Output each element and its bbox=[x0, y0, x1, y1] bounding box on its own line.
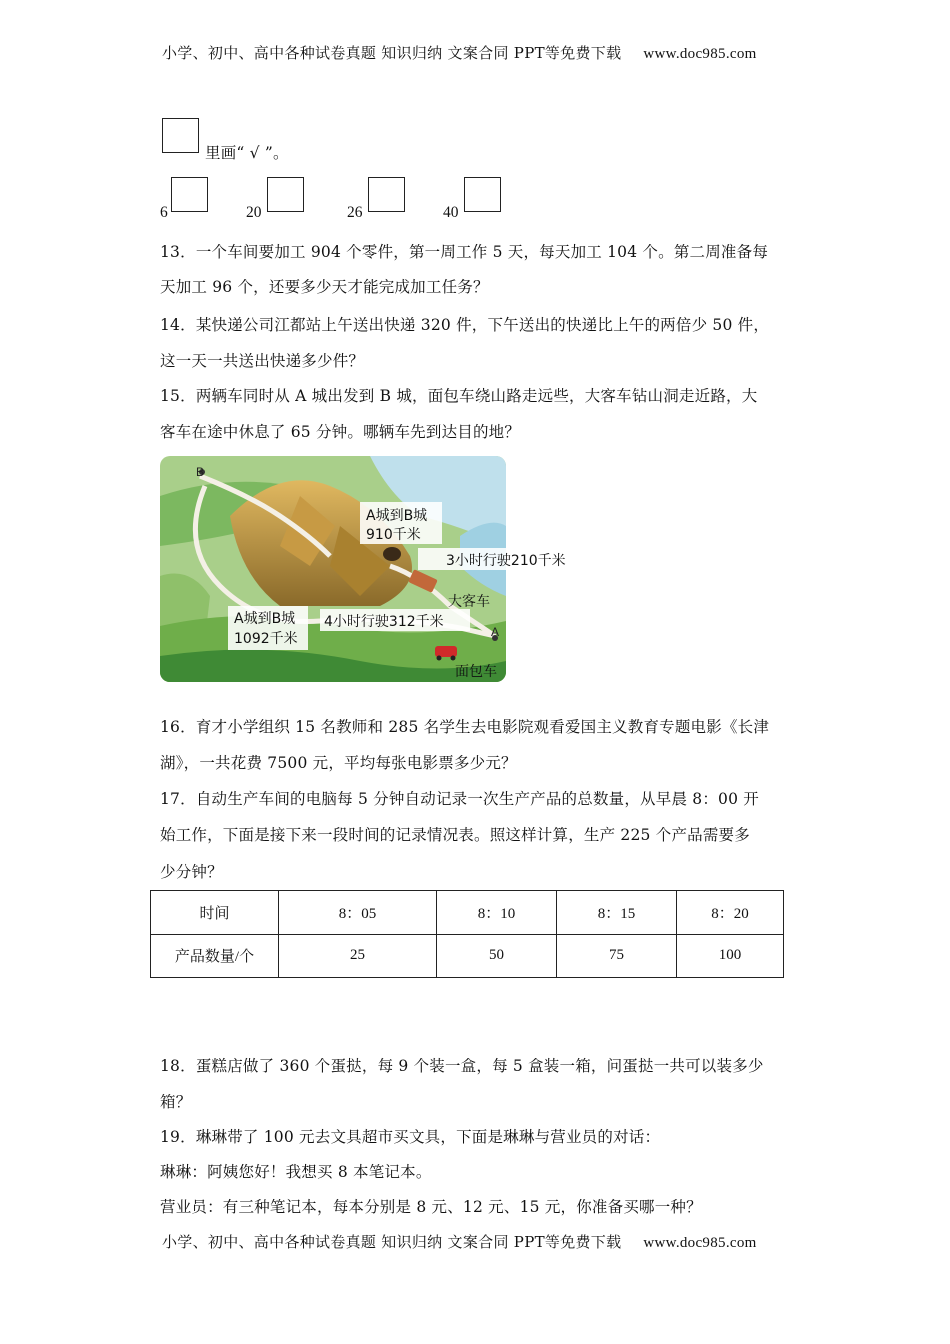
q18-line-2: 箱？ bbox=[160, 1093, 192, 1111]
choice-label-3: 26 bbox=[347, 204, 363, 221]
table-header-cell: 8：15 bbox=[557, 891, 677, 935]
table-row bbox=[151, 934, 784, 978]
q19-line-1: 19．琳琳带了 100 元去文具超市买文具，下面是琳琳与营业员的对话： bbox=[160, 1128, 661, 1146]
van-speed-label: 4小时行驶312千米 bbox=[324, 614, 444, 630]
choice-box-1[interactable] bbox=[171, 177, 208, 212]
q14-line-1: 14．某快递公司江都站上午送出快递 320 件，下午送出的快递比上午的两倍少 50 件， bbox=[160, 316, 770, 334]
table-header-cell: 8：05 bbox=[279, 891, 437, 935]
footer-text: 小学、初中、高中各种试卷真题 知识归纳 文案合同 PPT等免费下载 bbox=[162, 1233, 622, 1251]
choice-label-4: 40 bbox=[443, 204, 459, 221]
table-cell: 产品数量/个 bbox=[151, 934, 279, 978]
q13-line-1: 13．一个车间要加工 904 个零件，第一周工作 5 天，每天加工 104 个。第二周准备每 bbox=[160, 243, 769, 261]
q17-line-3: 少分钟？ bbox=[160, 863, 223, 881]
map-label-a: A bbox=[491, 625, 500, 639]
choice-box-4[interactable] bbox=[464, 177, 501, 212]
route-map-illustration bbox=[160, 456, 566, 682]
q16-line-1: 16．育才小学组织 15 名教师和 285 名学生去电影院观看爱国主义教育专题电影《长津 bbox=[160, 718, 770, 736]
q16-line-2: 湖》，一共花费 7500 元，平均每张电影票多少元？ bbox=[160, 754, 517, 772]
table-header-cell: 8：10 bbox=[437, 891, 557, 935]
bus-distance-line-2: 910千米 bbox=[366, 527, 421, 543]
bus-distance-line-1: A城到B城 bbox=[366, 508, 428, 524]
choice-label-2: 20 bbox=[246, 204, 262, 221]
q17-line-1: 17．自动生产车间的电脑每 5 分钟自动记录一次生产产品的总数量，从早晨 8：00 开 bbox=[160, 790, 759, 808]
production-record-table bbox=[150, 890, 784, 978]
q15-line-2: 客车在途中休息了 65 分钟。哪辆车先到达目的地？ bbox=[160, 423, 521, 441]
bus-speed-label: 3小时行驶210千米 bbox=[446, 553, 566, 569]
van-distance-line-1: A城到B城 bbox=[234, 611, 296, 627]
page-header bbox=[162, 42, 757, 63]
q17-line-2: 始工作，下面是接下来一段时间的记录情况表。照这样计算，生产 225 个产品需要多 bbox=[160, 826, 750, 844]
table-cell: 100 bbox=[677, 934, 784, 978]
q19-line-3: 营业员：有三种笔记本，每本分别是 8 元、12 元、15 元，你准备买哪一种？ bbox=[160, 1198, 702, 1216]
table-cell: 25 bbox=[279, 934, 437, 978]
instruction-text: 里画“ √ ”。 bbox=[205, 144, 289, 162]
page-footer bbox=[162, 1231, 757, 1252]
choice-box-2[interactable] bbox=[267, 177, 304, 212]
map-label-b: B bbox=[196, 465, 205, 479]
header-url: www.doc985.com bbox=[643, 46, 757, 62]
table-cell: 50 bbox=[437, 934, 557, 978]
q18-line-1: 18．蛋糕店做了 360 个蛋挞，每 9 个装一盒，每 5 盒装一箱，问蛋挞一共可以装多少 bbox=[160, 1057, 764, 1075]
q15-line-1: 15．两辆车同时从 A 城出发到 B 城，面包车绕山路走远些，大客车钻山洞走近路，大 bbox=[160, 387, 758, 405]
q19-line-2: 琳琳：阿姨您好！我想买 8 本笔记本。 bbox=[160, 1163, 432, 1181]
table-cell: 75 bbox=[557, 934, 677, 978]
van-name-label: 面包车 bbox=[455, 664, 497, 680]
footer-url: www.doc985.com bbox=[643, 1235, 757, 1251]
choice-label-1: 6 bbox=[160, 204, 168, 221]
table-header-row bbox=[151, 891, 784, 935]
answer-box-sample bbox=[162, 118, 199, 153]
table-header-cell: 时间 bbox=[151, 891, 279, 935]
bus-name-label: 大客车 bbox=[448, 594, 490, 610]
van-distance-line-2: 1092千米 bbox=[234, 631, 298, 647]
q14-line-2: 这一天一共送出快递多少件？ bbox=[160, 352, 365, 370]
table-header-cell: 8：20 bbox=[677, 891, 784, 935]
header-text: 小学、初中、高中各种试卷真题 知识归纳 文案合同 PPT等免费下载 bbox=[162, 44, 622, 62]
choice-box-3[interactable] bbox=[368, 177, 405, 212]
q13-line-2: 天加工 96 个，还要多少天才能完成加工任务？ bbox=[160, 278, 489, 296]
